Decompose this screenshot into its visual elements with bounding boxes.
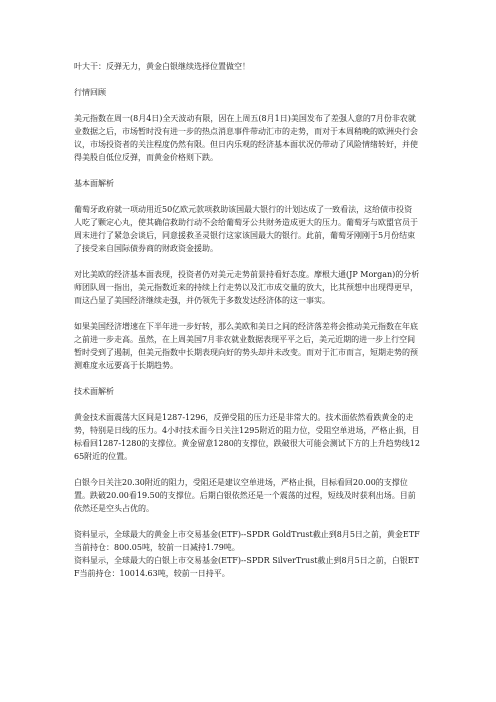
paragraph-silver-etf: 资料显示，全球最大的白银上市交易基金(ETF)--SPDR SilverTrust截止到8月5日之前，白银ETF当前持仓：10014.63吨，较前一日持平。: [74, 556, 419, 578]
paragraph-portugal: 葡萄牙政府就一项动用近50亿欧元款项救助该国最大银行的计划达成了一致看法，这给债市投资人吃了颗定心丸，使其确信救助行动不会给葡萄牙公共财务造成更大的压力。葡萄牙与欧盟官员于周末进行了紧急会谈后，同意援救圣灵银行这家该国最大的银行。此前，葡萄牙刚刚于5月份结束了接受来自国际债券商的财政资金援助。: [74, 205, 418, 253]
article-body: [74, 60, 420, 580]
article-title: 叶大干：反弹无力，黄金白银继续选择位置做空！: [74, 62, 250, 71]
paragraph-gold-etf: 资料显示，全球最大的黄金上市交易基金(ETF)--SPDR GoldTrust截止到8月5日之前，黄金ETF当前持仓：800.05吨，较前一日减持1.79吨。: [74, 530, 420, 552]
section-heading-review: 行情回顾: [74, 88, 106, 97]
paragraph-review: 美元指数在周一(8月4日)全天波动有限，因在上周五(8月1日)美国发布了差强人意的7月份非农就业数据之后，市场暂时没有进一步的热点消息事件带动汇市的走势，而对于本周稍晚的欧洲央行会议，市场投资者的关注程度仍然有限。但日内乐观的经济基本面状况仍带动了风险情绪转好，并使得美股自低位反弹，而黄金价格则下跌。: [74, 114, 418, 162]
section-heading-fundamental: 基本面解析: [74, 179, 114, 188]
section-heading-technical: 技术面解析: [74, 387, 114, 396]
paragraph-jpmorgan: 对比美欧的经济基本面表现，投资者仍对美元走势前景持看好态度。摩根大通(JP Morgan)的分析师团队周一指出，美元指数近来的持续上行走势以及汇市成交量的放大，比其预想中出现得更早，而这凸显了美国经济继续走强，并仍领先于多数发达经济体的这一事实。: [74, 270, 420, 305]
paragraph-us-economy: 如果美国经济增速在下半年进一步好转，那么美欧和美日之间的经济落差将会推动美元指数在年底之前进一步走高。虽然，在上周美国7月非农就业数据表现平平之后，美元近期的进一步上行空间暂时受到了遏制，但美元指数中长期表现向好的势头却并未改变。而对于汇市而言，短期走势的预测难度永远要高于长期趋势。: [74, 322, 418, 370]
paragraph-gold-technical: 黄金技术面震荡大区间是1287-1296，反弹受阻的压力还是非常大的。技术面依然看跌黄金的走势，特别是日线的压力。4小时技术面今日关注1295附近的阻力位，受阻空单进场，严格止损，目标看回1287-1280的支撑位。黄金留意1280的支撑位，跌破很大可能会测试下方的上升趋势线1265附近的位置。: [74, 413, 420, 461]
paragraph-silver-technical: 白银今日关注20.30附近的阻力，受阻还是建议空单进场，严格止损，目标看回20.00的支撑位置。跌破20.00看19.50的支撑位。后期白银依然还是一个震荡的过程，短线及时获利出场。目前依然还是空头占优的。: [74, 478, 416, 513]
